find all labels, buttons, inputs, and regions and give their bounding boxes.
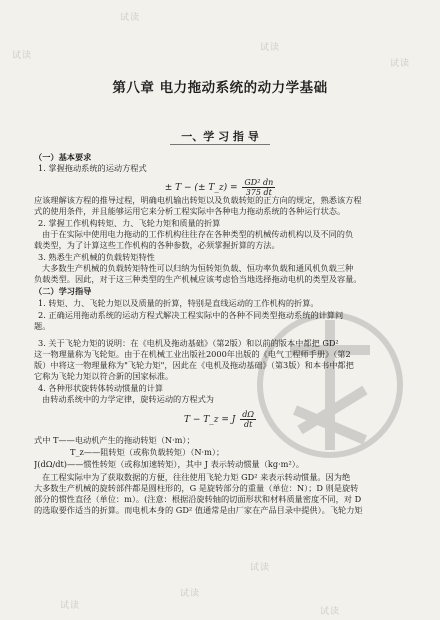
text-line: （二）学习指导 bbox=[34, 286, 92, 296]
watermark-text: 试读 bbox=[12, 51, 33, 61]
text-line: 版）中将这一物理量称为"飞轮力矩"，因此在《电机及拖动基础》（第3版）和本书中都把 bbox=[34, 360, 354, 370]
text-line: 载类型，为了计算这些工作机构的各种参数，必须掌握折算的方法。 bbox=[34, 240, 280, 250]
rotation-equation bbox=[0, 410, 440, 429]
text-line: 大多数生产机械的负载转矩特性可以归纳为恒转矩负载、恒功率负载和通风机负载三种 bbox=[42, 263, 354, 273]
section-title: 一、学 习 指 导 bbox=[181, 130, 259, 143]
watermark-text: 试读 bbox=[180, 589, 201, 599]
watermark-text: 试读 bbox=[60, 601, 81, 611]
motion-equation-numerator: GD² dn bbox=[244, 178, 274, 187]
text-line: J(dΩ/dt)——惯性转矩（或称加速转矩），其中 J 表示转动惯量（kg·m²）。 bbox=[34, 459, 305, 469]
motion-equation-denominator: 375 dt bbox=[245, 188, 272, 197]
rotation-equation-lhs: T − T_z = J bbox=[183, 415, 236, 425]
text-line: T_z——阻转矩（或称负载转矩）（N·m）； bbox=[70, 447, 225, 457]
rotation-equation-fraction bbox=[240, 410, 256, 429]
text-line: 在工程实际中为了获取数据的方便，往往使用飞轮力矩 GD² 来表示转动惯量。因为绝 bbox=[42, 472, 351, 482]
motion-equation bbox=[0, 178, 440, 197]
motion-equation-fraction bbox=[242, 178, 275, 197]
watermark-text: 试读 bbox=[260, 43, 281, 53]
text-line: 2. 掌握工作机构转矩、力、飞轮力矩和质量的折算 bbox=[38, 218, 221, 228]
text-line: 大多数生产机械的旋转部件都是圆柱形的，G 是旋转部分的重量（单位：N）；D 则是旋转 bbox=[34, 483, 359, 493]
text-line: 它称为飞轮力矩以符合新的国家标准。 bbox=[34, 371, 174, 381]
watermark-text: 试读 bbox=[390, 59, 411, 69]
text-line: 3. 熟悉生产机械的负载转矩特性 bbox=[38, 252, 155, 262]
text-line: 负载类型。因此，对于这三种类型的生产机械应该考虑恰当地选择拖动电机的类型及容量。 bbox=[34, 274, 362, 284]
rotation-equation-denominator: dt bbox=[243, 420, 253, 429]
watermark-text: 试读 bbox=[320, 607, 341, 617]
text-line: 式的使用条件，并且能够运用它来分析工程实际中各种电力拖动系统的各种运行状态。 bbox=[34, 206, 346, 216]
text-line: 3. 关于飞轮力矩的说明：在《电机及拖动基础》（第2版）和以前的版本中都把 GD² bbox=[38, 338, 339, 348]
motion-equation-lhs: ± T − (± T_z) = bbox=[164, 183, 238, 193]
text-line: 部分的惯性直径（单位：m）。(注意：根据沿旋转轴的切面形状和材料质量密度不同，对 D bbox=[34, 494, 362, 504]
watermark-text: 试读 bbox=[120, 13, 141, 23]
text-line: 这一物理量称为飞轮矩。由于在机械工业出版社2000年出版的《电气工程师手册》（第2 bbox=[34, 349, 351, 359]
text-line: 由于在实际中使用电力拖动的工作机构往往存在各种类型的机械传动机构以及不同的负 bbox=[42, 229, 354, 239]
text-line: 应该理解该方程的推导过程，明确电机输出转矩以及负载转矩的正方向的规定，熟悉该方程 bbox=[34, 195, 362, 205]
chapter-title: 第八章 电力拖动系统的动力学基础 bbox=[112, 80, 328, 96]
text-line: 题。 bbox=[34, 321, 51, 331]
text-line: 2. 正确运用拖动系统的运动方程式解决工程实际中的各种不同类型拖动系统的计算问 bbox=[38, 310, 344, 320]
title-underline bbox=[170, 144, 270, 145]
text-line: 式中 T——电动机产生的拖动转矩（N·m）； bbox=[34, 435, 195, 445]
text-line: 4. 各种形状旋转体转动惯量的计算 bbox=[38, 383, 164, 393]
text-line: 1. 掌握拖动系统的运动方程式 bbox=[38, 163, 147, 173]
watermark-text: 试读 bbox=[250, 563, 271, 573]
text-line: 由转动系统中的力学定律，旋转运动的方程式为 bbox=[42, 394, 214, 404]
text-line: （一）基本要求 bbox=[34, 152, 92, 162]
text-line: 的选取要作适当的折算。而电机本身的 GD² 值通常是由厂家在产品目录中提供）。飞轮力矩 bbox=[34, 505, 363, 515]
text-line: 1. 转矩、力、飞轮力矩以及质量的折算，特别是直线运动的工作机构的折算。 bbox=[38, 298, 319, 308]
rotation-equation-numerator: dΩ bbox=[242, 410, 255, 419]
